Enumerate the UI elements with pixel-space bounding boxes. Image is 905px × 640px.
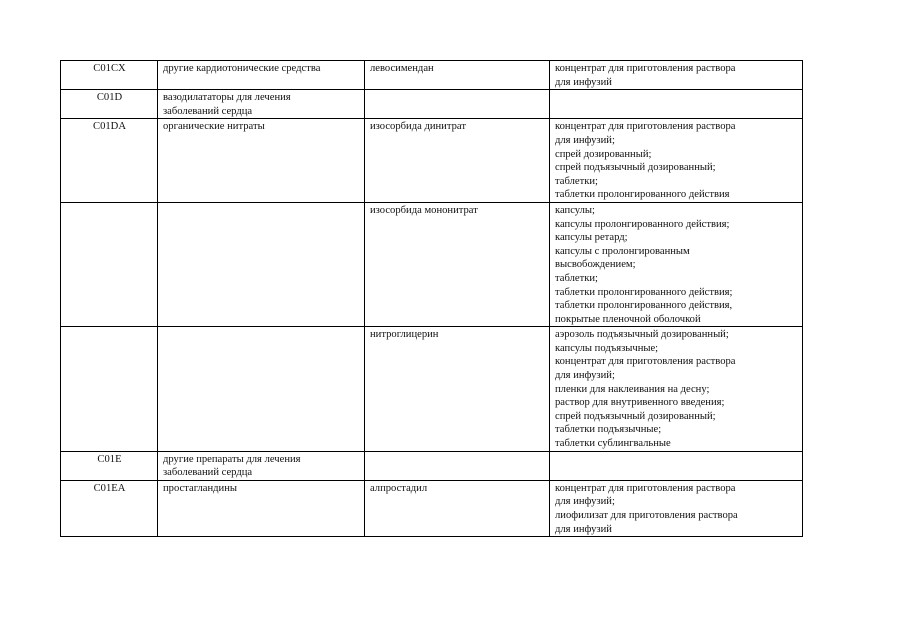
- table-row: [61, 480, 803, 536]
- table-row: [61, 119, 803, 203]
- therapeutic-group-cell: [158, 202, 365, 326]
- therapeutic-group-cell: простагландины: [158, 480, 365, 536]
- active-substance-cell: [365, 90, 550, 119]
- active-substance-cell: [365, 451, 550, 480]
- atc-code-cell: C01EA: [61, 480, 158, 536]
- atc-code-cell: C01DA: [61, 119, 158, 203]
- active-substance-cell: изосорбида динитрат: [365, 119, 550, 203]
- therapeutic-group-cell: [158, 327, 365, 451]
- therapeutic-group-cell: органические нитраты: [158, 119, 365, 203]
- dosage-forms-cell: концентрат для приготовления раствора для инфузий; спрей дозированный; спрей подъязычный дозированный; таблетки; таблетки пролонгированного действия: [550, 119, 803, 203]
- therapeutic-group-cell: другие препараты для лечения заболеваний сердца: [158, 451, 365, 480]
- table-row: [61, 90, 803, 119]
- active-substance-cell: алпростадил: [365, 480, 550, 536]
- atc-code-cell: [61, 327, 158, 451]
- table-row: [61, 61, 803, 90]
- dosage-forms-cell: концентрат для приготовления раствора для инфузий; лиофилизат для приготовления раствора для инфузий: [550, 480, 803, 536]
- table-row: [61, 451, 803, 480]
- active-substance-cell: нитроглицерин: [365, 327, 550, 451]
- dosage-forms-cell: капсулы; капсулы пролонгированного действия; капсулы ретард; капсулы с пролонгированным высвобождением; таблетки; таблетки пролонгированного действия; таблетки пролонгированного действия, покрытые пленочной оболочкой: [550, 202, 803, 326]
- dosage-forms-cell: [550, 451, 803, 480]
- therapeutic-group-cell: вазодилататоры для лечения заболеваний сердца: [158, 90, 365, 119]
- dosage-forms-cell: аэрозоль подъязычный дозированный; капсулы подъязычные; концентрат для приготовления раствора для инфузий; пленки для наклеивания на десну; раствор для внутривенного введения; спрей подъязычный дозированный; таблетки подъязычные; таблетки сублингвальные: [550, 327, 803, 451]
- atc-code-cell: C01E: [61, 451, 158, 480]
- therapeutic-group-cell: другие кардиотонические средства: [158, 61, 365, 90]
- active-substance-cell: левосимендан: [365, 61, 550, 90]
- dosage-forms-cell: [550, 90, 803, 119]
- atc-code-cell: C01D: [61, 90, 158, 119]
- atc-code-cell: C01CX: [61, 61, 158, 90]
- table-row: [61, 202, 803, 326]
- active-substance-cell: изосорбида мононитрат: [365, 202, 550, 326]
- atc-code-cell: [61, 202, 158, 326]
- table-row: [61, 327, 803, 451]
- dosage-forms-cell: концентрат для приготовления раствора для инфузий: [550, 61, 803, 90]
- drug-classification-table: [60, 60, 803, 537]
